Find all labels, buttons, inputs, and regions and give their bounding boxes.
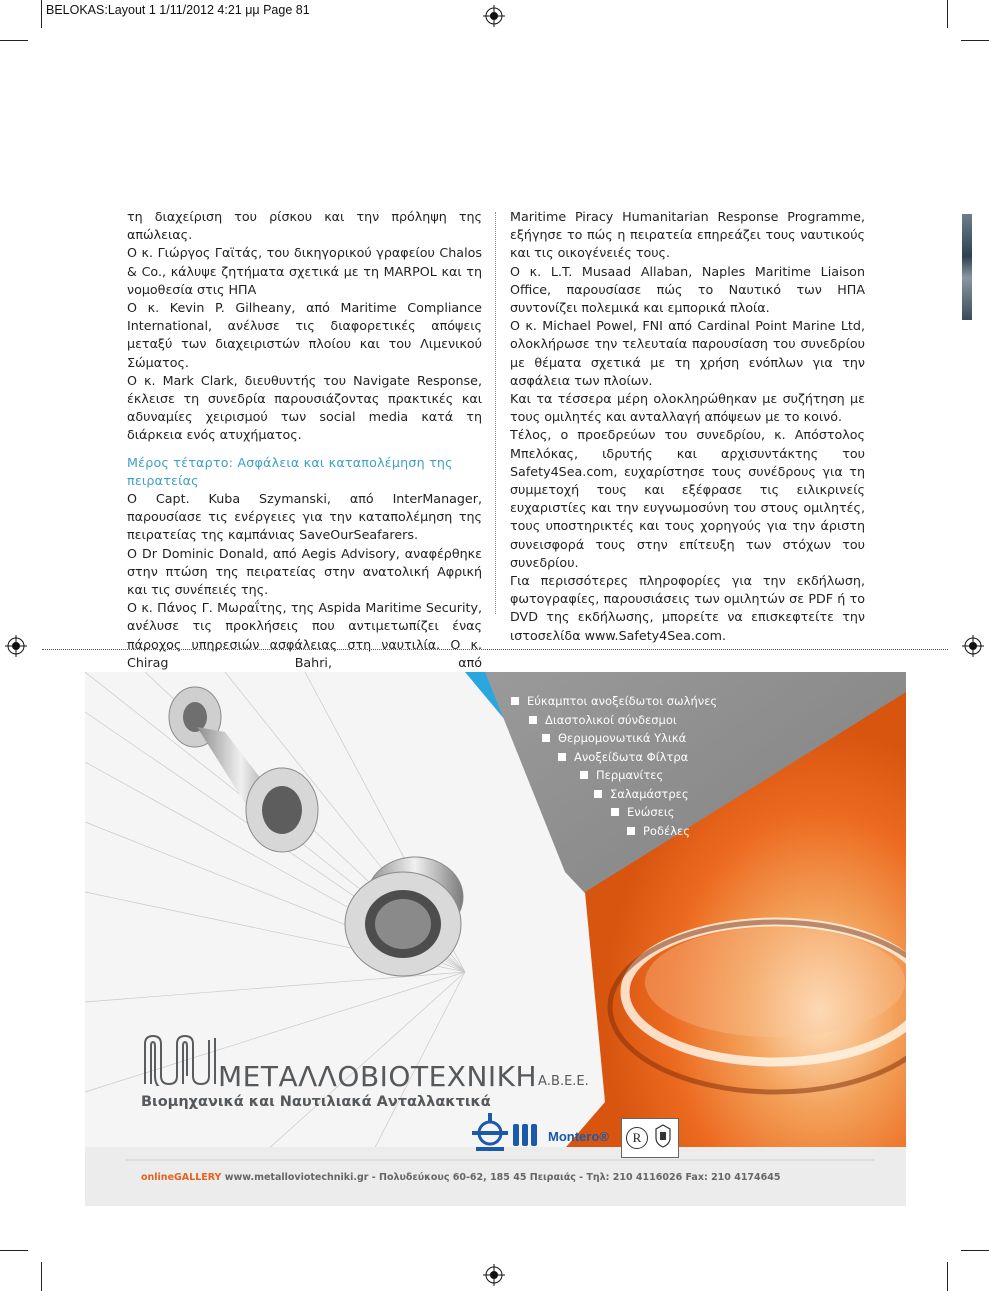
paragraph: Ο κ. Kevin P. Gilheany, από Maritime Compliance International, ανέλυσε τις διαφορετικές απόψεις μεταξύ των διαχειριστών πλοίου και του Λιμενικού Σώματος. (127, 300, 482, 370)
bullet-square-icon (594, 790, 602, 798)
product-label: Ενώσεις (627, 805, 675, 819)
paragraph: τη διαχείριση του ρίσκου και την πρόληψη της απώλειας. (127, 209, 482, 243)
contact-footer (141, 1172, 781, 1183)
bullet-square-icon (542, 734, 550, 742)
registration-mark-icon (483, 5, 505, 27)
montero-label: Montero® (548, 1129, 609, 1144)
article-right-column (510, 208, 865, 645)
paragraph: Ο κ. Πάνος Γ. Μωραΐτης, της Aspida Maritime Security, ανέλυσε τις προκλήσεις που αντιμετωπίζει ένας πάροχος υπηρεσιών ασφάλειας στη ναυτιλία. Ο κ. Chirag Bahri, από (127, 600, 482, 670)
paragraph: Ο Capt. Kuba Szymanski, από InterManager, παρουσίασε τις ενέργειες για την καταπολέμηση της πειρατείας της καμπάνιας SaveOurSeafarers. (127, 491, 482, 543)
bullet-square-icon (611, 808, 619, 816)
crop-mark (41, 0, 42, 28)
crop-mark (41, 1262, 42, 1291)
column-divider (495, 212, 496, 614)
product-label: Ανοξείδωτα Φίλτρα (574, 750, 689, 764)
article-left-column (127, 208, 482, 672)
product-label: Θερμομονωτικά Υλικά (558, 731, 687, 745)
bullet-square-icon (580, 771, 588, 779)
paragraph: Maritime Piracy Humanitarian Response Programme, εξήγησε το πώς η πειρατεία επηρεάζει τους ναυτικούς και τις οικογένειές τους. (510, 209, 865, 261)
print-slug: BELOKAS:Layout 1 1/11/2012 4:21 μμ Page 81 (46, 3, 310, 17)
crop-mark (0, 40, 28, 41)
advertisement (85, 672, 906, 1206)
product-list-item (580, 768, 663, 782)
product-list-item (627, 824, 690, 838)
paragraph: Ο Dr Dominic Donald, από Aegis Advisory, αναφέρθηκε στην πτώση της πειρατείας στην ανατολική Αφρική και τις συνέπειές της. (127, 545, 482, 598)
montero-logo-icon (513, 1124, 547, 1148)
product-list-item (558, 750, 688, 764)
paragraph: Ο κ. L.T. Musaad Allaban, Naples Maritime Liaison Office, παρουσίασε πώς το Ναυτικό των ΗΠΑ συντονίζει πολεμικά και εμπορικά πλοία. (510, 263, 865, 316)
ukas-logo-icon (654, 1123, 672, 1149)
certification-badge (621, 1118, 679, 1158)
side-image-strip (962, 214, 972, 320)
paragraph: Ο κ. Mark Clark, διευθυντής του Navigate Response, έκλεισε τη συνεδρία παρουσιάζοντας πρακτικές και αδυναμίες χειρισμού των social media κατά τη διάρκεια ενός ατυχήματος. (127, 372, 482, 443)
contact-details: www.metalloviotechniki.gr - Πολυδεύκους 60-62, 185 45 Πειραιάς - Τηλ: 210 4116026 Fax: 210 4174645 (221, 1172, 781, 1183)
brand-logo-mark (143, 1034, 219, 1086)
product-label: Περμανίτες (596, 768, 664, 782)
brand-name: ΜΕΤΑΛΛΟΒΙΟΤΕΧΝΙΚΗ (218, 1060, 538, 1093)
crop-mark (961, 1250, 989, 1251)
paragraph: Τέλος, ο προεδρεύων του συνεδρίου, κ. Απόστολος Μπελόκας, ιδρυτής και αρχισυντάκτης του Safety4Sea.com, ευχαρίστησε τους συνέδρους για τη συμμετοχή τους και εξέφρασε τις ειλικρινείς ευχαριστίες και την ευγνωμοσύνη του στους ομιλητές, τους υποστηρικτές και τους χορηγούς για την άριστη συνεισφορά τους στην επίτευξη των στόχων του συνεδρίου. (510, 427, 865, 570)
bullet-square-icon (511, 697, 519, 705)
crop-mark (961, 40, 989, 41)
product-label: Εύκαμπτοι ανοξείδωτοι σωλήνες (527, 694, 718, 708)
product-label: Ροδέλες (643, 824, 690, 838)
product-list-item (529, 713, 677, 727)
product-list-item (511, 694, 717, 708)
paragraph: Και τα τέσσερα μέρη ολοκληρώθηκαν με συζήτηση με τους ομιλητές και ανταλλαγή απόψεων με το κοινό. (510, 391, 865, 425)
section-divider (42, 649, 948, 650)
product-list-item (611, 805, 674, 819)
bullet-square-icon (529, 716, 537, 724)
brand-suffix: Α.Β.Ε.Ε. (538, 1074, 589, 1089)
registration-mark-icon (483, 1264, 505, 1286)
registration-mark-icon (962, 635, 984, 657)
paragraph: Ο κ. Γιώργος Γαϊτάς, του δικηγορικού γραφείου Chalos & Co., κάλυψε ζητήματα σχετικά με τη MARPOL και τη νομοθεσία στις ΗΠΑ (127, 245, 482, 297)
paragraph: Ο κ. Michael Powel, FNI από Cardinal Point Marine Ltd, ολοκλήρωσε την τελευταία παρουσίαση του συνεδρίου με θέματα σχετικά με τη χρήση ενόπλων για την ασφάλεια των πλοίων. (510, 318, 865, 388)
bullet-square-icon (627, 827, 635, 835)
gallery-label: onlineGALLERY (141, 1172, 222, 1183)
crop-mark (0, 1250, 28, 1251)
crop-mark (947, 0, 948, 28)
product-list-item (594, 787, 689, 801)
certification-r-icon: R (626, 1127, 648, 1149)
section-heading: Μέρος τέταρτο: Ασφάλεια και καταπολέμηση της πειρατείας (127, 454, 453, 488)
product-list-item (542, 731, 686, 745)
product-list (85, 672, 906, 872)
product-label: Διαστολικοί σύνδεσμοι (545, 713, 677, 727)
bullet-square-icon (558, 753, 566, 761)
product-label: Σαλαμάστρες (610, 787, 689, 801)
brand-tagline: Βιομηχανικά και Ναυτιλιακά Ανταλλακτικά (141, 1094, 491, 1110)
valve-logo-icon (468, 1113, 512, 1155)
paragraph: Για περισσότερες πληροφορίες για την εκδήλωση, φωτογραφίες, παρουσιάσεις των ομιλητών σε PDF ή το DVD της εκδήλωσης, μπορείτε να επισκεφτείτε την ιστοσελίδα www.Safety4Sea.com. (510, 573, 865, 643)
crop-mark (947, 1262, 948, 1291)
registration-mark-icon (5, 635, 27, 657)
